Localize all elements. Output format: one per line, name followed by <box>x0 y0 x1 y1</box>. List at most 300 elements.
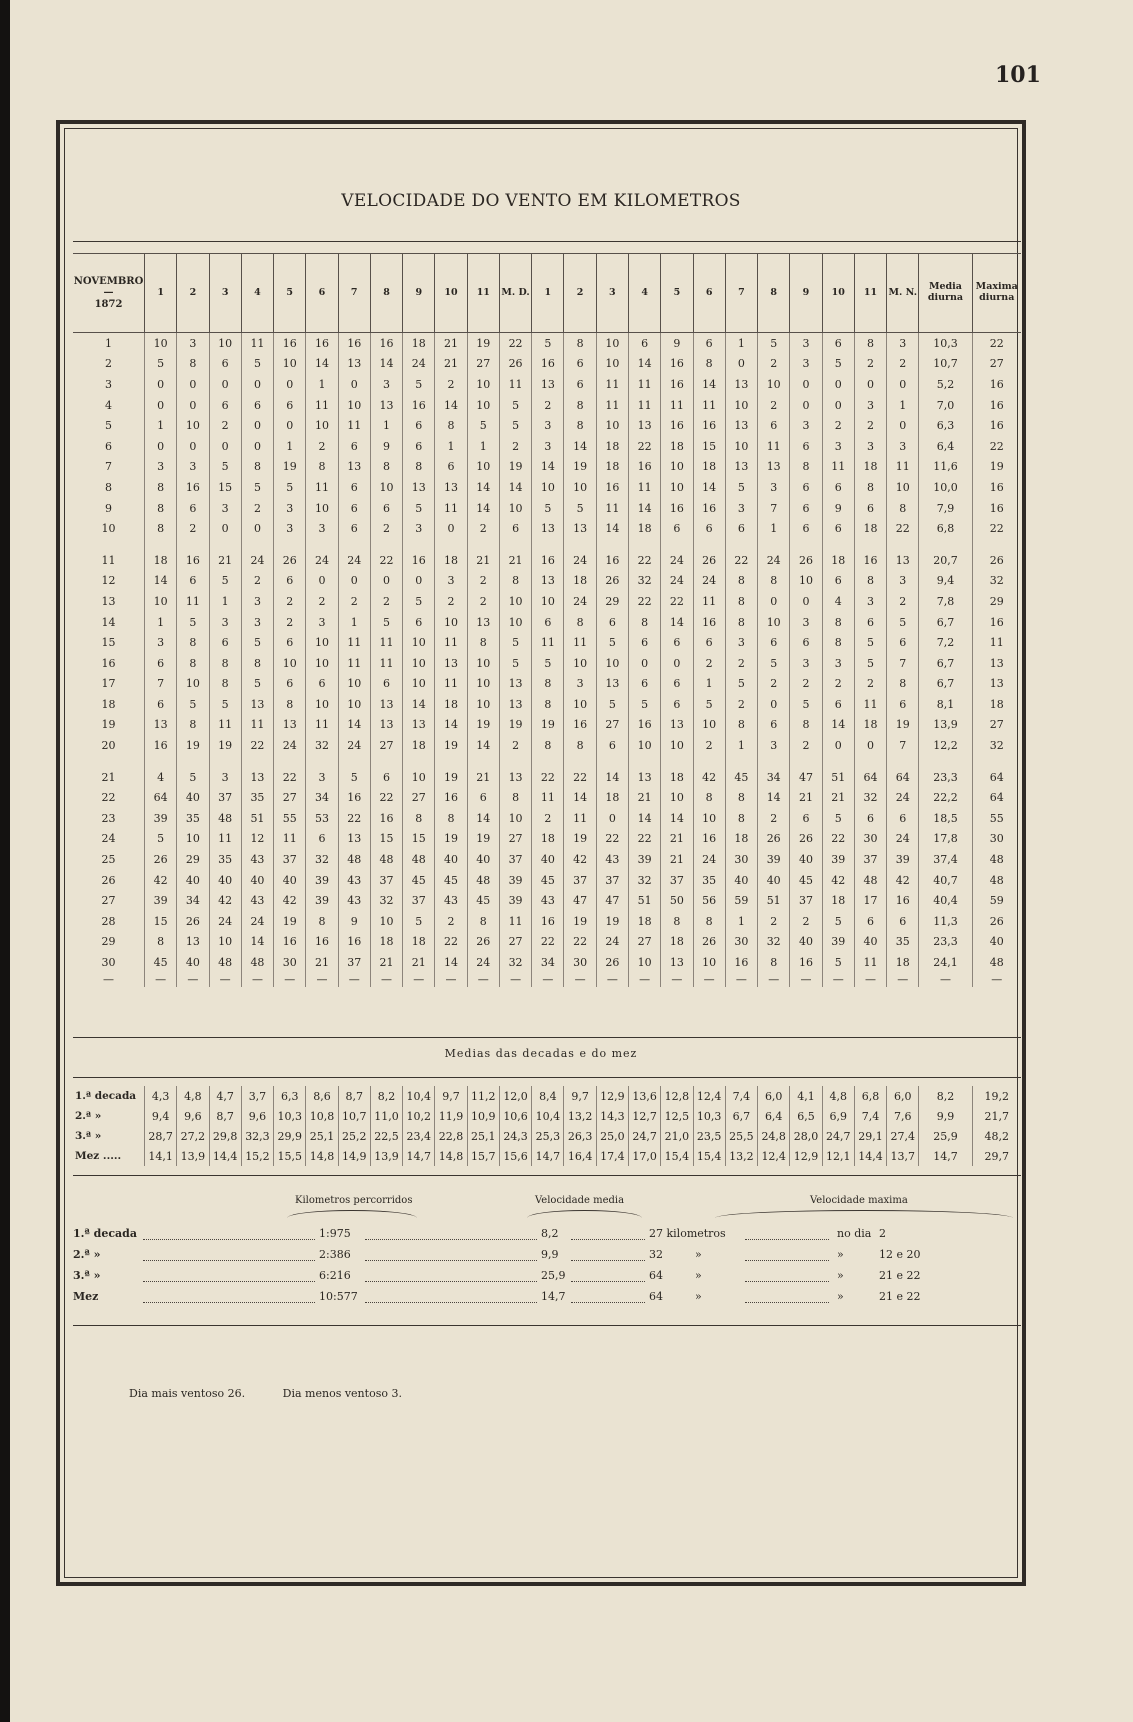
hour-value: 11 <box>629 395 661 416</box>
hour-value: 6 <box>209 395 241 416</box>
hour-value: 10 <box>596 415 628 436</box>
hour-value: 11 <box>854 952 886 973</box>
hour-value: 22 <box>564 932 596 953</box>
hour-value: 8 <box>274 694 306 715</box>
hour-value: 2 <box>435 374 467 395</box>
summary-km: 2:386 <box>319 1248 351 1261</box>
hour-value: 10 <box>564 477 596 498</box>
means-value: 16,4 <box>564 1146 596 1166</box>
hour-value: 13 <box>661 952 693 973</box>
hour-value: 13 <box>435 653 467 674</box>
table-row <box>73 694 1021 715</box>
hour-value: 15 <box>370 829 402 850</box>
hour-value: 48 <box>209 808 241 829</box>
means-value: 27,2 <box>177 1126 209 1146</box>
hour-value: 2 <box>467 571 499 592</box>
hour-value: 5 <box>532 498 564 519</box>
leader-dots <box>365 1239 537 1240</box>
hour-value: 16 <box>596 477 628 498</box>
leader-dots <box>143 1260 315 1261</box>
hour-value: 40 <box>241 870 273 891</box>
hour-value: 8 <box>467 632 499 653</box>
hour-value: 22 <box>629 436 661 457</box>
means-value: 17,0 <box>629 1146 661 1166</box>
dash-cell: — <box>145 973 177 987</box>
hour-value: 24 <box>467 952 499 973</box>
hour-value: 6 <box>790 498 822 519</box>
day-number: 18 <box>101 697 116 711</box>
gap-cell <box>241 756 273 767</box>
hour-value: 0 <box>306 571 338 592</box>
hour-value: 2 <box>854 674 886 695</box>
means-value: 28,7 <box>145 1126 177 1146</box>
hour-value: 19 <box>467 333 499 354</box>
hour-value: 3 <box>370 374 402 395</box>
hour-value: 19 <box>177 735 209 756</box>
hour-value: 11 <box>177 591 209 612</box>
hour-value: 1 <box>693 674 725 695</box>
leader-dots <box>365 1281 537 1282</box>
hour-value: 32 <box>306 735 338 756</box>
hour-value: 16 <box>338 787 370 808</box>
hour-value: 5 <box>403 374 435 395</box>
gap-cell <box>758 756 790 767</box>
means-table <box>73 1086 1021 1166</box>
hour-value: 13 <box>758 457 790 478</box>
hour-value: 6 <box>693 518 725 539</box>
summary-max-sep: » <box>695 1248 702 1261</box>
means-media: 25,9 <box>919 1126 972 1146</box>
header-month-year: 1872 <box>94 298 123 310</box>
means-value: 7,6 <box>887 1106 919 1126</box>
hour-value: 8 <box>209 653 241 674</box>
hour-value: 11 <box>693 591 725 612</box>
means-value: 9,4 <box>145 1106 177 1126</box>
header-hour: 8 <box>758 254 790 333</box>
hour-value: 6 <box>887 632 919 653</box>
hour-value: 8 <box>435 415 467 436</box>
hour-value: 26 <box>790 829 822 850</box>
hour-value: 9 <box>370 436 402 457</box>
hour-value: 48 <box>854 870 886 891</box>
hour-value: 10 <box>725 395 757 416</box>
hour-value: 40 <box>532 849 564 870</box>
means-media: 14,7 <box>919 1146 972 1166</box>
gap-cell <box>629 756 661 767</box>
table-row <box>73 477 1021 498</box>
day-number: 22 <box>101 791 116 805</box>
hour-value: 3 <box>725 632 757 653</box>
hour-value: 16 <box>274 932 306 953</box>
hour-value: 10 <box>790 571 822 592</box>
table-row <box>73 808 1021 829</box>
hour-value: 13 <box>629 767 661 788</box>
hour-value: 6 <box>661 694 693 715</box>
summary-km: 1:975 <box>319 1227 351 1240</box>
means-value: 6,0 <box>887 1086 919 1106</box>
header-hour: 7 <box>338 254 370 333</box>
gap-cell <box>306 756 338 767</box>
table-row <box>73 767 1021 788</box>
hour-value: 5 <box>403 498 435 519</box>
footer-notes <box>129 1387 436 1400</box>
hour-value: 26 <box>790 550 822 571</box>
maxima-diurna-value: 40 <box>972 932 1021 953</box>
means-value: 24,8 <box>758 1126 790 1146</box>
hour-value: 21 <box>467 767 499 788</box>
means-label: 3.ª » <box>75 1130 102 1142</box>
hour-value: 29 <box>596 591 628 612</box>
hour-value: 19 <box>467 829 499 850</box>
hour-value: 35 <box>209 849 241 870</box>
hour-value: 19 <box>467 715 499 736</box>
dash-cell: — <box>306 973 338 987</box>
hour-value: 3 <box>790 354 822 375</box>
hour-value: 51 <box>822 767 854 788</box>
hour-value: 10 <box>306 415 338 436</box>
summary-header-maxima: Velocidade maxima <box>810 1195 908 1206</box>
media-diurna-value: 37,4 <box>919 849 972 870</box>
hour-value: 9 <box>338 911 370 932</box>
table-row <box>73 333 1021 354</box>
header-hour: 3 <box>596 254 628 333</box>
hour-value: 4 <box>822 591 854 612</box>
means-value: 27,4 <box>887 1126 919 1146</box>
gap-cell <box>629 539 661 550</box>
hour-value: 7 <box>145 674 177 695</box>
hour-value: 48 <box>209 952 241 973</box>
hour-value: 15 <box>693 436 725 457</box>
leader-dots <box>745 1281 829 1282</box>
summary-dia: 2 <box>879 1227 886 1240</box>
hour-value: 0 <box>274 415 306 436</box>
hour-value: 16 <box>177 550 209 571</box>
media-diurna-value: 10,0 <box>919 477 972 498</box>
dash-cell: — <box>758 973 790 987</box>
hour-value: 16 <box>693 415 725 436</box>
hour-value: 43 <box>241 849 273 870</box>
hour-value: 6 <box>693 632 725 653</box>
summary-km: 6:216 <box>319 1269 351 1282</box>
means-value: 28,0 <box>790 1126 822 1146</box>
maxima-diurna-value: 16 <box>972 374 1021 395</box>
hour-value: 32 <box>499 952 531 973</box>
hour-value: 3 <box>241 591 273 612</box>
hour-value: 15 <box>403 829 435 850</box>
hour-value: 11 <box>338 632 370 653</box>
hour-value: 6 <box>564 354 596 375</box>
gap-cell <box>241 539 273 550</box>
header-maxima-diurna-line: diurna <box>979 292 1015 303</box>
hour-value: 24 <box>661 550 693 571</box>
hour-value: 6 <box>661 518 693 539</box>
means-value: 6,8 <box>854 1086 886 1106</box>
hour-value: 22 <box>661 591 693 612</box>
hour-value: 6 <box>532 612 564 633</box>
hour-value: 14 <box>661 612 693 633</box>
maxima-diurna-value: 27 <box>972 715 1021 736</box>
gap-cell <box>693 756 725 767</box>
hour-value: 40 <box>725 870 757 891</box>
medias-divider-bottom <box>73 1077 1021 1078</box>
hour-value: 10 <box>467 395 499 416</box>
hour-value: 8 <box>241 457 273 478</box>
hour-value: 3 <box>822 436 854 457</box>
hour-value: 18 <box>661 436 693 457</box>
hour-value: 19 <box>209 735 241 756</box>
maxima-diurna-value: 32 <box>972 571 1021 592</box>
hour-value: 0 <box>822 735 854 756</box>
dash-cell: — <box>972 973 1021 987</box>
table-inner-border <box>64 128 1018 1578</box>
hour-value: 34 <box>532 952 564 973</box>
hour-value: 10 <box>403 674 435 695</box>
hour-value: 5 <box>209 694 241 715</box>
gap-cell <box>306 539 338 550</box>
day-number: 23 <box>101 811 116 825</box>
table-row <box>73 374 1021 395</box>
hour-value: 18 <box>822 550 854 571</box>
hour-value: 10 <box>532 477 564 498</box>
hour-value: 6 <box>274 571 306 592</box>
hour-value: 6 <box>822 518 854 539</box>
hour-value: 16 <box>435 787 467 808</box>
hour-value: 0 <box>790 395 822 416</box>
hour-value: 8 <box>564 395 596 416</box>
hour-value: 2 <box>822 674 854 695</box>
hour-value: 6 <box>338 477 370 498</box>
title-divider <box>73 241 1021 242</box>
hour-value: 27 <box>499 829 531 850</box>
hour-value: 5 <box>532 653 564 674</box>
hour-value: 3 <box>209 767 241 788</box>
hour-value: 21 <box>661 849 693 870</box>
means-value: 13,2 <box>564 1106 596 1126</box>
hour-value: 43 <box>435 890 467 911</box>
hour-value: 5 <box>209 571 241 592</box>
media-diurna-value: 9,4 <box>919 571 972 592</box>
dash-cell: — <box>564 973 596 987</box>
dash-cell: — <box>177 973 209 987</box>
day-number: 25 <box>101 853 116 867</box>
hour-value: 1 <box>338 612 370 633</box>
means-value: 10,3 <box>274 1106 306 1126</box>
hour-value: 14 <box>467 477 499 498</box>
hour-value: 8 <box>499 787 531 808</box>
hour-value: 2 <box>370 591 402 612</box>
hour-value: 2 <box>306 591 338 612</box>
means-value: 24,7 <box>822 1126 854 1146</box>
hour-value: 10 <box>758 374 790 395</box>
gap-cell <box>972 539 1021 550</box>
hour-value: 14 <box>596 518 628 539</box>
hour-value: 2 <box>725 694 757 715</box>
media-diurna-value: 23,3 <box>919 932 972 953</box>
hour-value: 11 <box>661 395 693 416</box>
hour-value: 0 <box>403 571 435 592</box>
hour-value: 6 <box>629 674 661 695</box>
hour-value: 8 <box>725 715 757 736</box>
header-month-name: NOVEMBRO <box>73 275 144 287</box>
medias-title: Medias das decadas e do mez <box>444 1047 638 1060</box>
hour-value: 21 <box>435 354 467 375</box>
hour-value: 10 <box>596 354 628 375</box>
hour-value: 10 <box>499 612 531 633</box>
windiest-day: Dia mais ventoso 26. <box>129 1387 246 1400</box>
header-hour: 7 <box>725 254 757 333</box>
hour-value: 2 <box>241 571 273 592</box>
hour-value: 10 <box>306 498 338 519</box>
hour-value: 0 <box>435 518 467 539</box>
hour-value: 6 <box>822 694 854 715</box>
dash-cell: — <box>854 973 886 987</box>
day-number: 17 <box>101 677 116 691</box>
hour-value: 24 <box>241 911 273 932</box>
hour-value: 8 <box>306 457 338 478</box>
media-diurna-value: 6,8 <box>919 518 972 539</box>
hour-value: 1 <box>725 333 757 354</box>
day-number: 10 <box>101 522 116 536</box>
hour-value: 10 <box>274 653 306 674</box>
hour-value: 26 <box>596 952 628 973</box>
hour-value: 8 <box>209 674 241 695</box>
hour-value: 40 <box>758 870 790 891</box>
hour-value: 6 <box>758 415 790 436</box>
hour-value: 1 <box>887 395 919 416</box>
hour-value: 8 <box>693 787 725 808</box>
hour-value: 19 <box>435 767 467 788</box>
hour-value: 47 <box>790 767 822 788</box>
hour-value: 39 <box>758 849 790 870</box>
media-diurna-value: 22,2 <box>919 787 972 808</box>
hour-value: 26 <box>693 550 725 571</box>
hour-value: 5 <box>822 354 854 375</box>
header-hour: 5 <box>661 254 693 333</box>
hour-value: 10 <box>435 612 467 633</box>
hour-value: 10 <box>177 415 209 436</box>
media-diurna-value: 6,3 <box>919 415 972 436</box>
means-value: 9,6 <box>177 1106 209 1126</box>
hour-value: 11 <box>370 632 402 653</box>
hour-value: 10 <box>661 735 693 756</box>
hour-value: 13 <box>403 477 435 498</box>
gap-cell <box>435 539 467 550</box>
means-value: 15,2 <box>241 1146 273 1166</box>
hour-value: 22 <box>499 333 531 354</box>
table-row <box>73 395 1021 416</box>
dash-cell: — <box>887 973 919 987</box>
hour-value: 16 <box>532 550 564 571</box>
header-hour: 11 <box>854 254 886 333</box>
hour-value: 14 <box>564 787 596 808</box>
means-value: 6,4 <box>758 1106 790 1126</box>
hour-value: 24 <box>403 354 435 375</box>
hour-value: 7 <box>887 653 919 674</box>
means-value: 10,8 <box>306 1106 338 1126</box>
hour-value: 5 <box>629 694 661 715</box>
gap-cell <box>467 539 499 550</box>
hour-value: 6 <box>467 787 499 808</box>
hour-value: 18 <box>596 436 628 457</box>
hour-value: 8 <box>790 457 822 478</box>
hour-value: 6 <box>403 415 435 436</box>
hour-value: 16 <box>338 932 370 953</box>
hour-value: 14 <box>822 715 854 736</box>
means-media: 8,2 <box>919 1086 972 1106</box>
hour-value: 0 <box>790 374 822 395</box>
hour-value: 21 <box>661 829 693 850</box>
means-value: 9,6 <box>241 1106 273 1126</box>
hour-value: 24 <box>564 591 596 612</box>
hour-value: 39 <box>629 849 661 870</box>
hour-value: 21 <box>467 550 499 571</box>
hour-value: 3 <box>306 767 338 788</box>
hour-value: 18 <box>887 952 919 973</box>
summary-row <box>65 1290 1017 1311</box>
day-number: 29 <box>101 935 116 949</box>
gap-cell <box>887 756 919 767</box>
day-number: 4 <box>105 398 112 412</box>
day-number: 26 <box>101 873 116 887</box>
hour-value: 11 <box>209 715 241 736</box>
hour-value: 8 <box>370 457 402 478</box>
header-hour: 4 <box>241 254 273 333</box>
media-diurna-value: 40,7 <box>919 870 972 891</box>
means-value: 6,0 <box>758 1086 790 1106</box>
hour-value: 39 <box>145 890 177 911</box>
means-value: 25,0 <box>596 1126 628 1146</box>
day-number: 12 <box>101 574 116 588</box>
hour-value: 10 <box>338 395 370 416</box>
means-value: 14,3 <box>596 1106 628 1126</box>
maxima-diurna-value: 27 <box>972 354 1021 375</box>
hour-value: 13 <box>629 415 661 436</box>
table-row <box>73 415 1021 436</box>
dash-cell: — <box>467 973 499 987</box>
hour-value: 55 <box>274 808 306 829</box>
hour-value: 30 <box>725 849 757 870</box>
hour-value: 18 <box>629 518 661 539</box>
hour-value: 0 <box>209 518 241 539</box>
hour-value: 3 <box>887 436 919 457</box>
hour-value: 18 <box>596 457 628 478</box>
dash-cell: — <box>532 973 564 987</box>
maxima-diurna-value: 48 <box>972 952 1021 973</box>
hour-value: 3 <box>274 498 306 519</box>
means-row <box>73 1126 1021 1146</box>
hour-value: 6 <box>209 632 241 653</box>
hour-value: 13 <box>338 354 370 375</box>
hour-value: 3 <box>725 498 757 519</box>
hour-value: 13 <box>370 694 402 715</box>
day-number: 16 <box>101 656 116 670</box>
means-value: 6,7 <box>725 1106 757 1126</box>
day-number: 6 <box>105 439 112 453</box>
leader-dots <box>571 1260 645 1261</box>
hour-value: 8 <box>532 674 564 695</box>
hour-value: 21 <box>403 952 435 973</box>
hour-value: 24 <box>338 550 370 571</box>
gap-cell <box>145 756 177 767</box>
media-diurna-value: 17,8 <box>919 829 972 850</box>
hour-value: 2 <box>274 612 306 633</box>
hour-value: 2 <box>435 591 467 612</box>
hour-value: 3 <box>209 498 241 519</box>
leader-dots <box>571 1281 645 1282</box>
media-diurna-value: 40,4 <box>919 890 972 911</box>
maxima-diurna-value: 29 <box>972 591 1021 612</box>
hour-value: 2 <box>758 674 790 695</box>
